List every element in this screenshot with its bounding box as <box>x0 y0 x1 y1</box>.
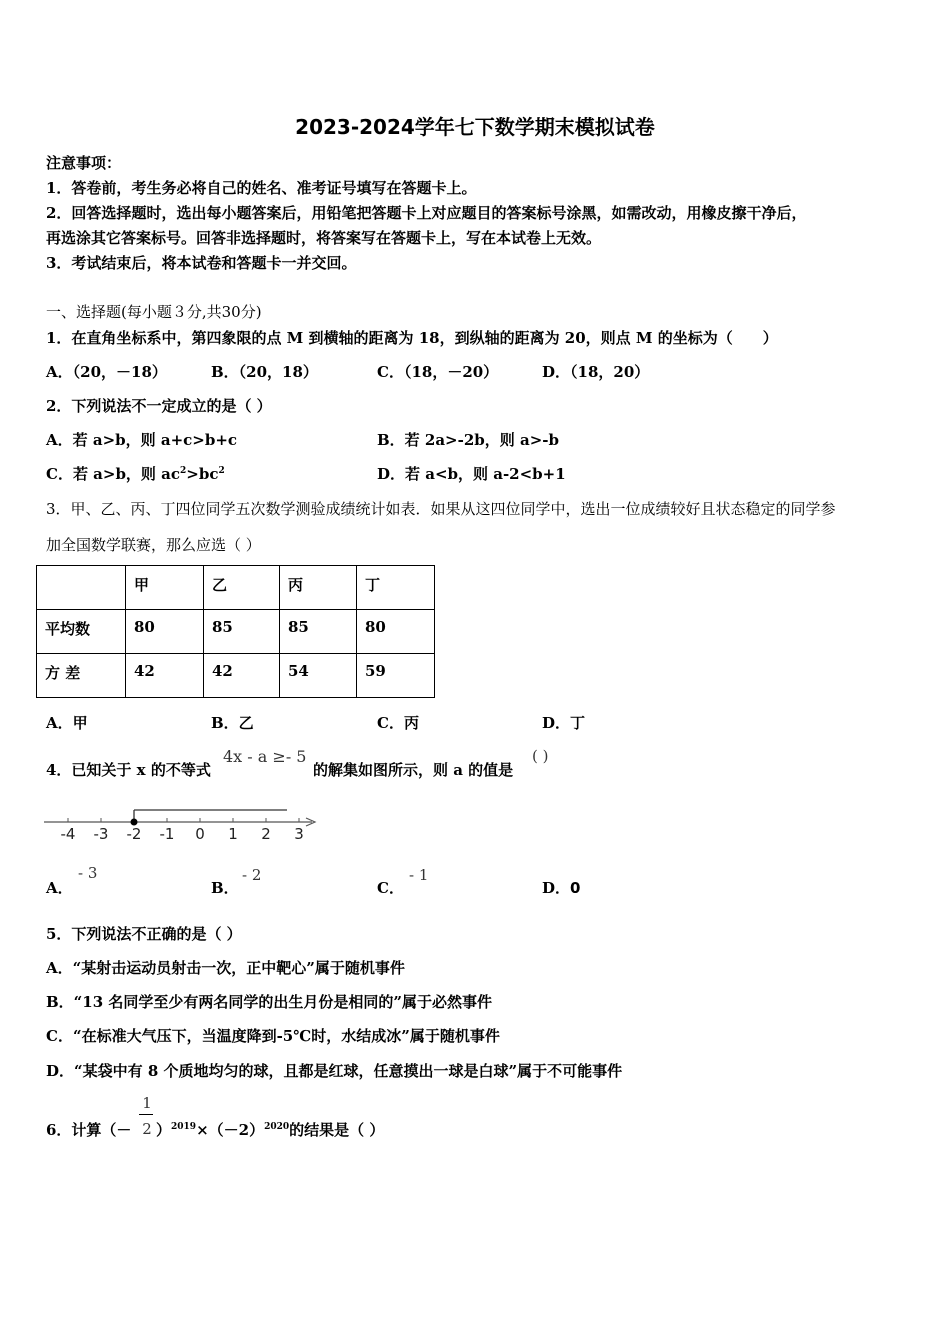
table-row <box>37 610 435 654</box>
question-5-stem: 5．下列说法不正确的是（ ） <box>46 925 242 943</box>
number-line-tick-label: -4 <box>60 825 76 843</box>
table-cell: 平均数 <box>37 610 126 654</box>
number-line-tick-label: 0 <box>195 825 205 843</box>
table-cell: 54 <box>280 654 357 698</box>
table-cell: 丁 <box>357 566 435 610</box>
fraction-denominator: 2 <box>142 1120 152 1138</box>
question-4-stem-cont: 的解集如图所示，则 a 的值是 <box>313 761 514 779</box>
question-2-stem: 2．下列说法不一定成立的是（ ） <box>46 397 272 415</box>
number-line-tick-label: 1 <box>228 825 238 843</box>
table-cell: 乙 <box>204 566 280 610</box>
table-cell: 80 <box>126 610 204 654</box>
q2-option-b: B．若 2a>-2b，则 a>-b <box>377 431 559 449</box>
number-line-tick-label: 2 <box>261 825 271 843</box>
q2-option-d: D．若 a<b，则 a-2<b+1 <box>377 465 566 483</box>
question-6-stem-cont: ）$^{2019}\times(-2)^{2020}$的结果是（ ） <box>156 1121 385 1139</box>
score-table <box>36 565 435 698</box>
question-3-stem-cont: 加全国数学联赛，那么应选（ ） <box>46 536 261 554</box>
notice-item: 2．回答选择题时，选出每小题答案后，用铅笔把答题卡上对应题目的答案标号涂黑，如需改动，用橡皮擦干净后， <box>46 204 807 222</box>
q2-option-c: C．若 a>b，则 $ac^2>bc^2$ <box>46 465 225 483</box>
q1-option-b: B．（20，18） <box>211 363 318 381</box>
table-cell: 42 <box>204 654 280 698</box>
table-cell: 方 差 <box>37 654 126 698</box>
fraction-numerator: 1 <box>142 1094 152 1112</box>
number-line-tick-label: -2 <box>126 825 142 843</box>
number-line-tick-label: -1 <box>159 825 175 843</box>
q4-option-d: D．0 <box>542 879 581 897</box>
q5-option-d: D．“某袋中有 8 个质地均匀的球，且都是红球，任意摸出一球是白球”属于不可能事件 <box>46 1062 623 1080</box>
table-row <box>37 654 435 698</box>
q3-option-d: D．丁 <box>542 714 586 732</box>
table-cell: 85 <box>280 610 357 654</box>
q4-option-c: C． <box>377 879 404 897</box>
q1-option-d: D．（18，20） <box>542 363 650 381</box>
page-title: 2023-2024学年七下数学期末模拟试卷 <box>295 115 655 139</box>
q4-option-c-value: - 1 <box>409 866 429 884</box>
table-row <box>37 566 435 610</box>
table-cell: 丙 <box>280 566 357 610</box>
table-cell: 85 <box>204 610 280 654</box>
inequality-formula: 4x - a ≥- 5 <box>223 747 307 766</box>
q5-option-a: A．“某射击运动员射击一次，正中靶心”属于随机事件 <box>46 959 405 977</box>
fraction-bar <box>139 1114 153 1115</box>
number-line-tick-label: -3 <box>93 825 109 843</box>
section-heading: 一、选择题(每小题３分,共30分) <box>46 303 262 321</box>
q1-option-c: C．（18，－20） <box>377 363 499 381</box>
q5-option-c: C．“在标准大气压下，当温度降到-5℃时，水结成冰”属于随机事件 <box>46 1027 500 1045</box>
q1-option-a: A．（20，－18） <box>46 363 167 381</box>
q4-option-a: A． <box>46 879 73 897</box>
notice-heading: 注意事项： <box>46 154 122 172</box>
question-3-stem: 3．甲、乙、丙、丁四位同学五次数学测验成绩统计如表．如果从这四位同学中，选出一位成绩较好且状态稳定的同学参 <box>46 500 836 518</box>
q4-option-a-value: - 3 <box>78 864 98 882</box>
notice-item: 3．考试结束后，将本试卷和答题卡一并交回。 <box>46 254 357 272</box>
solution-endpoint-dot <box>131 819 138 826</box>
q4-option-b-value: - 2 <box>242 866 262 884</box>
table-cell <box>37 566 126 610</box>
notice-item: 1．答卷前，考生务必将自己的姓名、准考证号填写在答题卡上。 <box>46 179 477 197</box>
question-1-stem: 1．在直角坐标系中，第四象限的点 M 到横轴的距离为 18，到纵轴的距离为 20，则点 M 的坐标为（ ） <box>46 329 778 347</box>
number-line-tick-label: 3 <box>294 825 304 843</box>
number-line <box>40 800 330 850</box>
notice-item: 再选涂其它答案标号。回答非选择题时，将答案写在答题卡上，写在本试卷上无效。 <box>46 229 602 247</box>
q3-option-b: B．乙 <box>211 714 254 732</box>
answer-paren: ( ) <box>532 747 549 765</box>
table-cell: 甲 <box>126 566 204 610</box>
table-cell: 59 <box>357 654 435 698</box>
q2-option-a: A．若 a>b，则 a+c>b+c <box>46 431 238 449</box>
question-4-stem: 4．已知关于 x 的不等式 <box>46 761 211 779</box>
q3-option-a: A．甲 <box>46 714 88 732</box>
table-cell: 80 <box>357 610 435 654</box>
q4-option-b: B． <box>211 879 239 897</box>
q3-option-c: C．丙 <box>377 714 419 732</box>
question-6-stem: 6．计算（－ <box>46 1121 132 1139</box>
q5-option-b: B．“13 名同学至少有两名同学的出生月份是相同的”属于必然事件 <box>46 993 493 1011</box>
table-cell: 42 <box>126 654 204 698</box>
